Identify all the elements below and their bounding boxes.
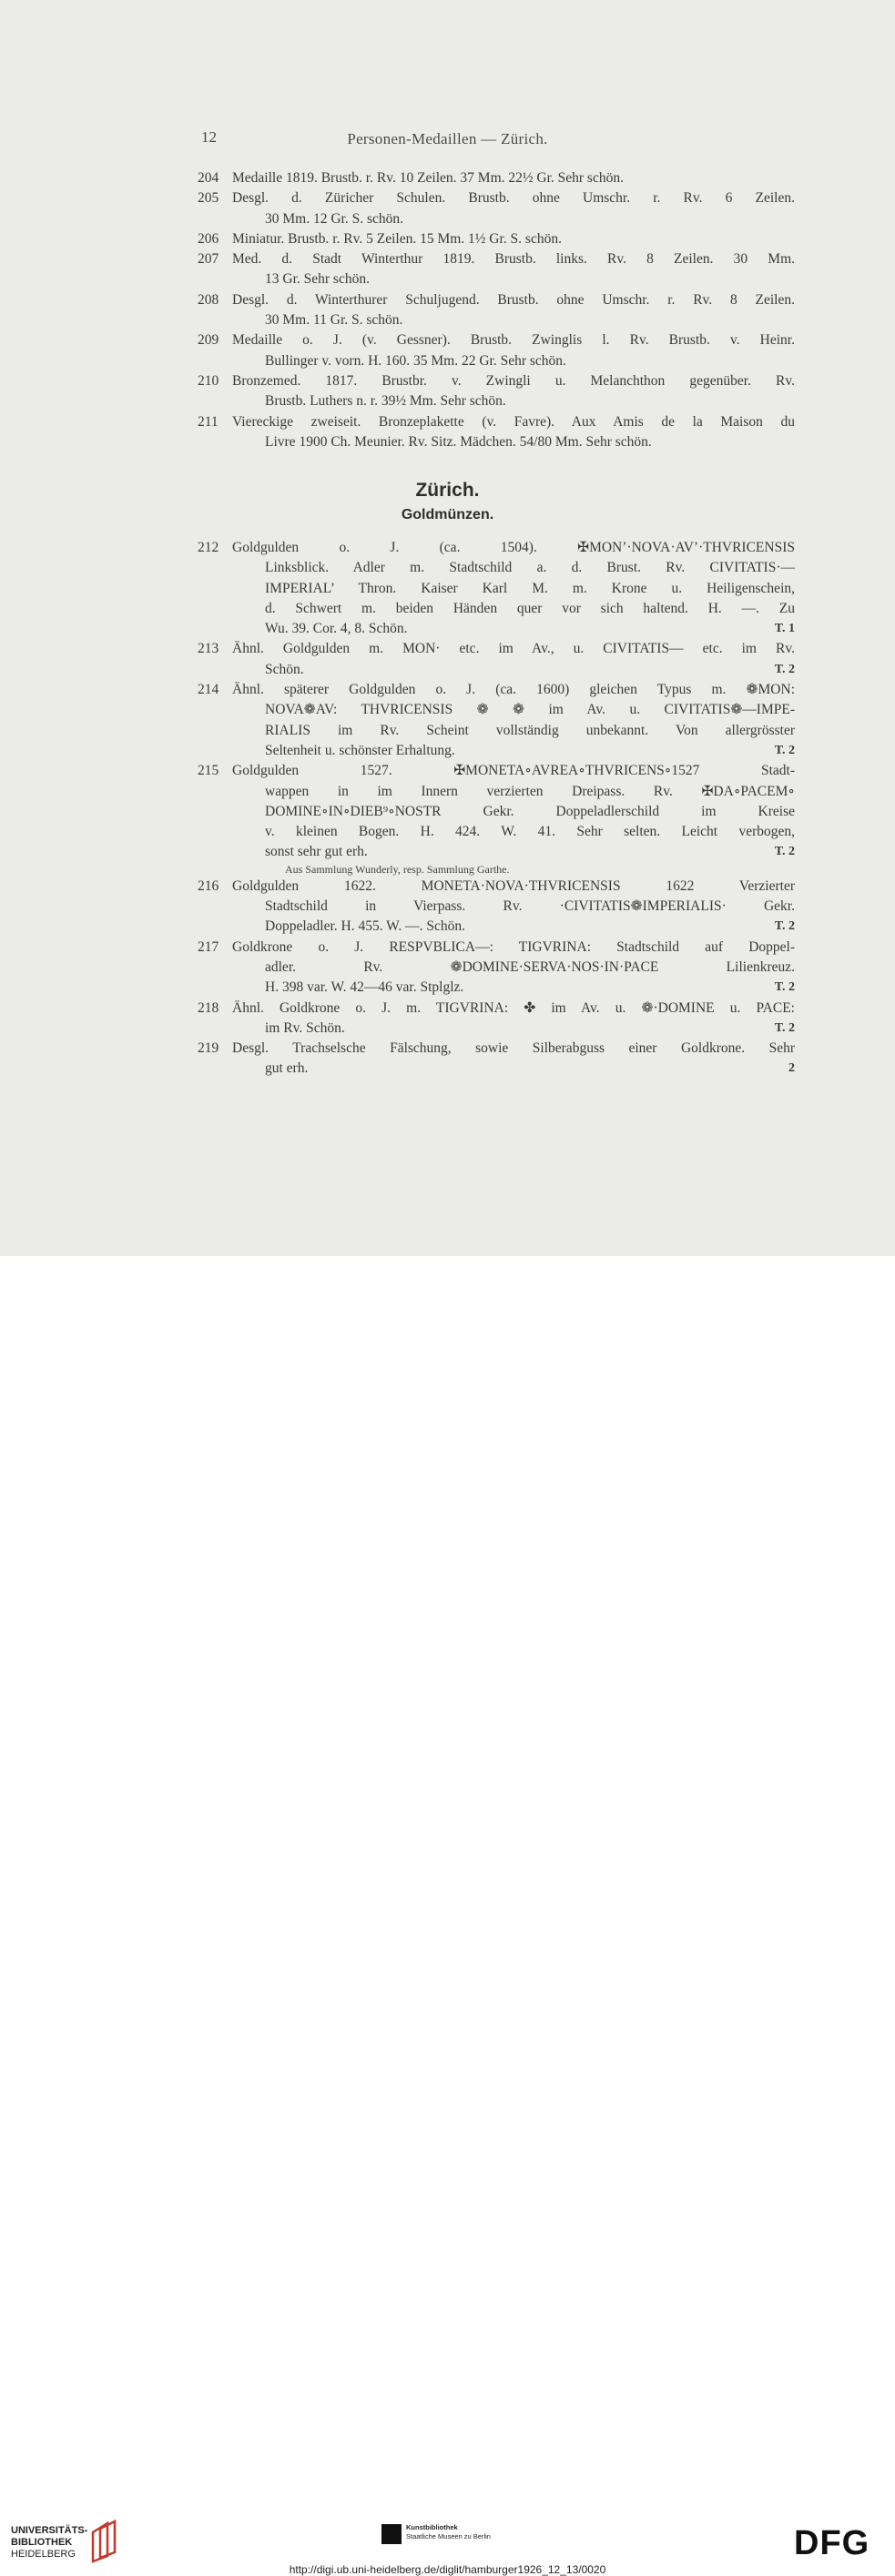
entry-text: Med. d. Stadt Winterthur 1819. Brustb. links. Rv. 8 Zeilen. 30 Mm. [232, 251, 795, 268]
catalog-entry [198, 639, 795, 680]
kb-line: Kunstbibliothek [406, 2523, 458, 2531]
entry-line [198, 639, 795, 659]
catalog-entry [198, 290, 795, 331]
entry-text: adler. Rv. ❁DOMINE·SERVA·NOS·IN·PACE Lilienkreuz. [265, 958, 795, 975]
entry-line [198, 330, 795, 350]
entry-text: wappen in im Innern verzierten Dreipass. Rv. ✠DA∘PACEM∘ [265, 783, 795, 799]
entry-text: Goldgulden 1622. MONETA·NOVA·THVRICENSIS 1622 Verzierter [232, 877, 795, 894]
entry-line [198, 249, 795, 269]
entry-line [198, 978, 795, 998]
entry-number: 208 [198, 291, 219, 308]
viewer-footer [0, 1256, 895, 2576]
entry-text: Brustb. Luthers n. r. 39½ Mm. Sehr schön. [265, 393, 506, 410]
entry-line [198, 538, 795, 558]
catalog-entry [198, 999, 795, 1040]
entry-line [198, 351, 795, 371]
catalog-entry [198, 188, 795, 229]
plate-reference: T. 2 [774, 743, 795, 757]
entry-number: 206 [198, 230, 219, 247]
entry-text: d. Schwert m. beiden Händen quer vor sich haltend. H. —. Zu [265, 600, 795, 616]
entry-number: 209 [198, 332, 219, 349]
entry-line [198, 229, 795, 249]
catalog-entry [198, 371, 795, 412]
entry-line [198, 938, 795, 958]
entry-line [198, 1039, 795, 1059]
entry-text: Desgl. Trachselsche Fälschung, sowie Silberabguss einer Goldkrone. Sehr [232, 1040, 795, 1057]
entry-text: gut erh. [265, 1060, 309, 1077]
catalog-entry [198, 877, 795, 938]
entry-text: RIALIS im Rv. Scheint vollständig unbekannt. Von allergrösster [265, 722, 795, 738]
entry-number: 214 [198, 682, 219, 698]
entry-line [198, 700, 795, 720]
entry-line [198, 802, 795, 822]
entry-number: 212 [198, 540, 219, 555]
entry-line [198, 310, 795, 330]
entry-text: H. 398 var. W. 42—46 var. Stplglz. [265, 979, 464, 996]
entry-line [198, 412, 795, 432]
entry-number: 211 [198, 413, 219, 430]
entry-text: Seltenheit u. schönster Erhaltung. [265, 742, 455, 758]
entry-number: 204 [198, 170, 219, 186]
plate-reference: T. 2 [774, 919, 795, 934]
page-number: 12 [201, 128, 217, 146]
entry-text: Goldgulden 1527. ✠MONETA∘AVREA∘THVRICENS∘1527 Stadt- [232, 763, 795, 779]
provenance-note: Aus Sammlung Wunderly, resp. Sammlung Garthe. [285, 862, 510, 876]
library-emblem-icon [87, 2520, 124, 2563]
kb-line: Staatliche Museen zu Berlin [406, 2532, 491, 2541]
entry-text: Viereckige zweiseit. Bronzeplakette (v. Favre). Aux Amis de la Maison du [232, 413, 795, 430]
entry-line [198, 721, 795, 741]
entry-text: Schön. [265, 661, 304, 677]
catalog-entry [198, 168, 795, 188]
entry-text: Linksblick. Adler m. Stadtschild a. d. Brust. Rv. CIVITATIS·— [265, 560, 795, 576]
entry-text: Desgl. d. Winterthurer Schuljugend. Brustb. ohne Umschr. r. Rv. 8 Zeilen. [232, 291, 795, 308]
entry-text: Ähnl. Goldkrone o. J. m. TIGVRINA: ✤ im Av. u. ❁·DOMINE u. PACE: [232, 999, 795, 1016]
running-head: Personen-Medaillen — Zürich. [347, 130, 548, 147]
entry-line [198, 619, 795, 639]
entry-number: 216 [198, 877, 219, 894]
entry-number: 217 [198, 938, 219, 955]
entry-line [198, 168, 795, 188]
entry-line [198, 371, 795, 391]
entry-line [198, 599, 795, 619]
scanned-page [0, 0, 895, 1256]
entry-text: Medaille o. J. (v. Gessner). Brustb. Zwinglis l. Rv. Brustb. v. Heinr. [232, 332, 795, 349]
entry-line [198, 579, 795, 599]
catalog-entry [198, 1039, 795, 1080]
entry-number: 215 [198, 763, 219, 779]
entry-line [198, 822, 795, 842]
catalog-entry [198, 761, 795, 876]
entry-line [198, 188, 795, 208]
entry-line [198, 1059, 795, 1079]
entry-line [198, 917, 795, 937]
entry-line [198, 958, 795, 978]
plate-reference: T. 1 [774, 622, 795, 636]
entry-line [198, 842, 795, 862]
plate-reference: 2 [788, 1061, 795, 1076]
entry-text: Desgl. d. Züricher Schulen. Brustb. ohne Umschr. r. Rv. 6 Zeilen. [232, 190, 795, 207]
entry-line [198, 680, 795, 700]
entry-line [198, 782, 795, 802]
entry-line [198, 269, 795, 289]
catalog-entry [198, 412, 795, 453]
entry-line [198, 741, 795, 761]
library-line: HEIDELBERG [11, 2549, 76, 2560]
catalog-entries-top [198, 168, 795, 452]
catalog-entries-bottom [198, 538, 795, 1080]
entry-text: 13 Gr. Sehr schön. [265, 271, 370, 288]
entry-line [198, 999, 795, 1019]
entry-text: DOMINE∘IN∘DIEB⁹∘NOSTR Gekr. Doppeladlerschild im Kreise [265, 803, 795, 819]
entry-text: NOVA❁AV: THVRICENSIS ❁ ❁ im Av. u. CIVITATIS❁—IMPE- [265, 702, 795, 718]
catalog-entry [198, 938, 795, 999]
kunstbibliothek-text[interactable] [406, 2523, 491, 2541]
entry-number: 205 [198, 190, 219, 207]
entry-text: IMPERIAL’ Thron. Kaiser Karl M. m. Krone u. Heiligenschein, [265, 580, 795, 596]
section-title: Zürich. [415, 480, 480, 501]
entry-line [198, 1019, 795, 1039]
plate-reference: T. 2 [774, 980, 795, 995]
entry-text: Ähnl. Goldgulden m. MON· etc. im Av., u. CIVITATIS— etc. im Rv. [232, 641, 795, 657]
entry-line [198, 897, 795, 917]
entry-line [198, 558, 795, 578]
entry-text: Medaille 1819. Brustb. r. Rv. 10 Zeilen. 37 Mm. 22½ Gr. Sehr schön. [232, 170, 624, 186]
entry-line [198, 660, 795, 680]
entry-text: sonst sehr gut erh. [265, 844, 368, 860]
entry-line [198, 432, 795, 452]
library-line: BIBLIOTHEK [11, 2537, 73, 2548]
entry-line [198, 290, 795, 310]
section-subtitle: Goldmünzen. [401, 507, 494, 522]
entry-line [198, 391, 795, 411]
entry-text: Wu. 39. Cor. 4, 8. Schön. [265, 621, 408, 637]
catalog-entry [198, 249, 795, 290]
entry-line [198, 761, 795, 781]
entry-number: 219 [198, 1040, 219, 1057]
catalog-entry [198, 538, 795, 639]
entry-text: Stadtschild in Vierpass. Rv. ·CIVITATIS❁IMPERIALIS· Gekr. [265, 898, 795, 915]
entry-number: 218 [198, 999, 219, 1016]
catalog-entry [198, 229, 795, 249]
entry-line [198, 209, 795, 229]
library-line: UNIVERSITÄTS- [11, 2525, 88, 2536]
entry-text: Ähnl. späterer Goldgulden o. J. (ca. 1600) gleichen Typus m. ❁MON: [232, 682, 795, 698]
entry-number: 210 [198, 372, 219, 389]
plate-reference: T. 2 [774, 1020, 795, 1035]
dfg-logo[interactable]: DFG [794, 2524, 870, 2562]
entry-text: v. kleinen Bogen. H. 424. W. 41. Sehr selten. Leicht verbogen, [265, 824, 795, 840]
catalog-entry [198, 330, 795, 371]
entry-text: 30 Mm. 11 Gr. S. schön. [265, 312, 403, 329]
entry-text: Goldgulden o. J. (ca. 1504). ✠MON’·NOVA·AV’·THVRICENSIS [232, 540, 795, 555]
entry-text: Doppeladler. H. 455. W. —. Schön. [265, 918, 465, 935]
catalog-entry [198, 680, 795, 761]
plate-reference: T. 2 [774, 845, 795, 859]
entry-line [198, 877, 795, 897]
entry-number: 213 [198, 641, 219, 657]
entry-text: Bronzemed. 1817. Brustbr. v. Zwingli u. Melanchthon gegenüber. Rv. [232, 372, 795, 389]
permalink-url[interactable]: http://digi.ub.uni-heidelberg.de/diglit/hamburger1926_12_13/0020 [289, 2563, 606, 2576]
entry-text: Bullinger v. vorn. H. 160. 35 Mm. 22 Gr. Sehr schön. [265, 352, 566, 369]
kunstbibliothek-logo-icon [381, 2524, 402, 2544]
entry-text: 30 Mm. 12 Gr. S. schön. [265, 210, 403, 227]
entry-number: 207 [198, 251, 219, 268]
entry-text: im Rv. Schön. [265, 1019, 345, 1036]
entry-text: Goldkrone o. J. RESPVBLICA—: TIGVRINA: Stadtschild auf Doppel- [232, 938, 795, 955]
entry-text: Livre 1900 Ch. Meunier. Rv. Sitz. Mädchen. 54/80 Mm. Sehr schön. [265, 433, 652, 450]
entry-text: Miniatur. Brustb. r. Rv. 5 Zeilen. 15 Mm. 1½ Gr. S. schön. [232, 230, 562, 247]
heidelberg-library-logo-text[interactable] [11, 2525, 87, 2561]
plate-reference: T. 2 [774, 662, 795, 676]
